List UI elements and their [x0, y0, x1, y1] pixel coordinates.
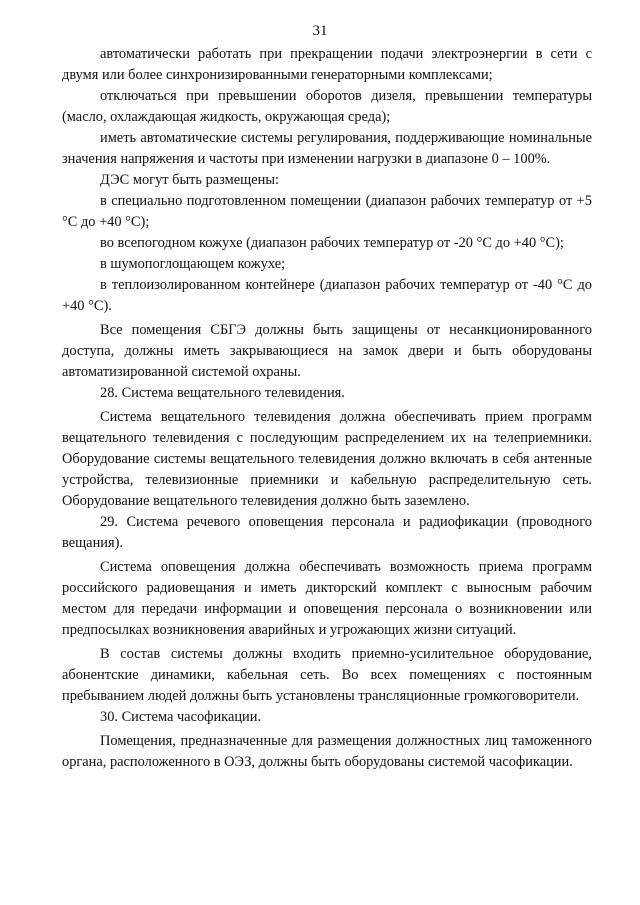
- section-heading-30: 30. Система часофикации.: [100, 709, 262, 725]
- paragraph-placement-weatherproof: во всепогодном кожухе (диапазон рабочих температур от -20 °С до +40 °С);: [100, 235, 564, 251]
- paragraph-placement-intro: ДЭС могут быть размещены:: [100, 172, 279, 188]
- paragraph-alert-equipment: В состав системы должны входить приемно-усилительное оборудование, абонентские динамики, кабельная сеть. Во всех помещениях с постоянным пребыванием людей должны быть установлены трансляционные громкоговорители.: [62, 646, 592, 704]
- paragraph-placement-container: в теплоизолированном контейнере (диапазон рабочих температур от -40 °С до +40 °С).: [62, 277, 592, 314]
- section-heading-29: 29. Система речевого оповещения персонала и радиофикации (проводного вещания).: [62, 514, 592, 551]
- paragraph-shutdown-conditions: отключаться при превышении оборотов дизеля, превышении температуры (масло, охлаждающая жидкость, окружающая среда);: [62, 88, 592, 125]
- section-heading-28: 28. Система вещательного телевидения.: [100, 385, 345, 401]
- paragraph-auto-operation: автоматически работать при прекращении подачи электроэнергии в сети с двумя или более синхронизированными генераторными комплексами;: [62, 46, 592, 83]
- document-body: [62, 44, 592, 773]
- paragraph-security-requirements: Все помещения СБГЭ должны быть защищены от несанкционированного доступа, должны иметь закрывающиеся на замок двери и быть оборудованы автоматизированной системой охраны.: [62, 322, 592, 380]
- paragraph-alert-system: Система оповещения должна обеспечивать возможность приема программ российского радиовещания и иметь дикторский комплект с выносным рабочим местом для передачи информации и оповещения персонала о возникновении или предпосылках возникновения аварийных и угрожающих жизни ситуаций.: [62, 559, 592, 638]
- paragraph-regulation-systems: иметь автоматические системы регулирования, поддерживающие номинальные значения напряжения и частоты при изменении нагрузки в диапазоне 0 – 100%.: [62, 130, 592, 167]
- paragraph-tv-system: Система вещательного телевидения должна обеспечивать прием программ вещательного телевидения с последующим распределением их на телеприемники. Оборудование системы вещательного телевидения должно включать в себя антенные устройства, телевизионные приемники и кабельную распределительную сеть. Оборудование вещательного телевидения должно быть заземлено.: [62, 409, 592, 509]
- paragraph-placement-room: в специально подготовленном помещении (диапазон рабочих температур от +5 °С до +40 °С);: [62, 193, 592, 230]
- page-number: 31: [312, 23, 328, 39]
- paragraph-clock-system: Помещения, предназначенные для размещения должностных лиц таможенного органа, расположенного в ОЭЗ, должны быть оборудованы системой часофикации.: [62, 733, 592, 770]
- paragraph-placement-soundproof: в шумопоглощающем кожухе;: [100, 256, 286, 272]
